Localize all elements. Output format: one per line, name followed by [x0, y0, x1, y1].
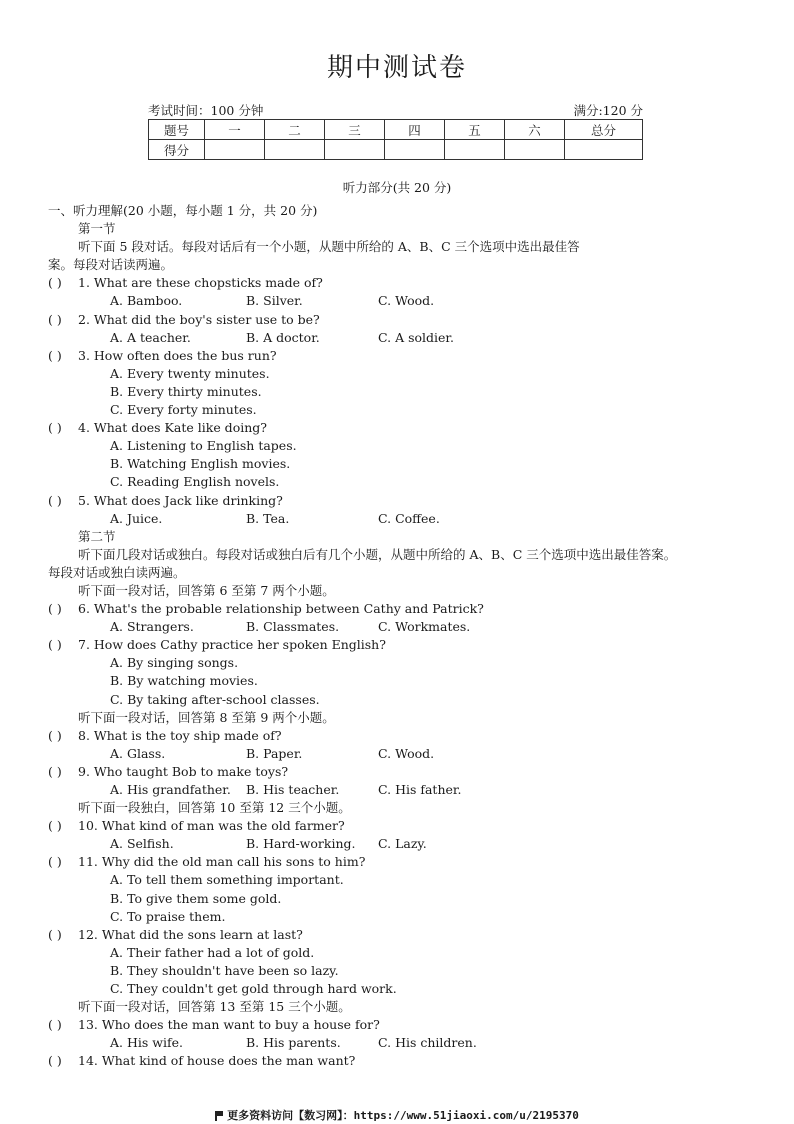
- question-text: 14. What kind of house does the man want?: [78, 1053, 356, 1069]
- score-table-header-cell: 一: [205, 120, 265, 140]
- score-table-header-cell: 四: [385, 120, 445, 140]
- score-row-label: 得分: [149, 140, 205, 160]
- option-a: A. His grandfather.: [110, 782, 231, 797]
- option-c: C. Coffee.: [378, 510, 440, 526]
- option-c: C. His children.: [378, 1035, 477, 1051]
- answer-blank[interactable]: ( ): [48, 763, 62, 779]
- score-table-header-cell: 题号: [149, 120, 205, 140]
- answer-blank[interactable]: ( ): [48, 926, 62, 942]
- option-line: B. To give them some gold.: [110, 890, 282, 906]
- score-table-header-cell: 五: [445, 120, 505, 140]
- option-a: A. Selfish.: [110, 836, 174, 852]
- option-c: C. A soldier.: [378, 329, 454, 345]
- answer-blank[interactable]: ( ): [48, 818, 62, 834]
- question-text: 12. What did the sons learn at last?: [78, 926, 303, 942]
- options-line: [48, 781, 758, 799]
- instruction-line: 听下面一段对话，回答第 13 至第 15 三个小题。: [78, 999, 351, 1015]
- options-line: [48, 1034, 758, 1052]
- option-line: B. Every thirty minutes.: [110, 383, 262, 399]
- score-table-header-cell: 六: [505, 120, 565, 140]
- score-table-score-row: [149, 140, 643, 160]
- question-text: 2. What did the boy's sister use to be?: [78, 311, 320, 327]
- option-b: B. His teacher.: [246, 782, 340, 797]
- option-b: B. A doctor.: [246, 329, 320, 345]
- question-line: [48, 1016, 758, 1034]
- score-table-header-cell: 二: [265, 120, 325, 140]
- option-c: C. Lazy.: [378, 836, 427, 852]
- option-line: A. By singing songs.: [110, 655, 239, 671]
- score-table: [148, 119, 643, 160]
- answer-blank[interactable]: ( ): [48, 347, 62, 363]
- instruction-line: 听下面一段独白，回答第 10 至第 12 三个小题。: [78, 800, 351, 816]
- answer-blank[interactable]: ( ): [48, 275, 62, 291]
- score-cell[interactable]: [565, 140, 643, 160]
- score-table-header-row: [149, 120, 643, 140]
- question-text: 6. What's the probable relationship between Cathy and Patrick?: [78, 601, 484, 617]
- question-line: [48, 926, 758, 944]
- instruction-line: 案。每段对话读两遍。: [48, 257, 174, 273]
- score-cell[interactable]: [205, 140, 265, 160]
- exam-title: 期中测试卷: [326, 53, 467, 83]
- question-text: 11. Why did the old man call his sons to him?: [78, 854, 366, 870]
- instruction-line: 第二节: [78, 528, 116, 544]
- question-text: 10. What kind of man was the old farmer?: [78, 818, 345, 834]
- option-c: C. Workmates.: [378, 619, 471, 635]
- option-c: C. Wood.: [378, 293, 435, 309]
- answer-blank[interactable]: ( ): [48, 1053, 62, 1069]
- options-line: [48, 510, 758, 528]
- option-a: A. Glass.: [110, 745, 166, 761]
- option-line: A. Every twenty minutes.: [110, 365, 270, 381]
- option-line: B. By watching movies.: [110, 673, 258, 689]
- footer-link[interactable]: [0, 1107, 794, 1123]
- option-a: A. His wife.: [110, 1035, 183, 1051]
- option-line: B. They shouldn't have been so lazy.: [110, 962, 339, 978]
- option-a: A. Bamboo.: [110, 293, 183, 309]
- flag-icon: [215, 1111, 223, 1120]
- instruction-line: 每段对话或独白读两遍。: [48, 564, 186, 580]
- question-text: 5. What does Jack like drinking?: [78, 492, 283, 508]
- score-table-header-cell: 总分: [565, 120, 643, 140]
- score-cell[interactable]: [325, 140, 385, 160]
- answer-blank[interactable]: ( ): [48, 637, 62, 653]
- answer-blank[interactable]: ( ): [48, 601, 62, 617]
- score-cell[interactable]: [445, 140, 505, 160]
- answer-blank[interactable]: ( ): [48, 727, 62, 743]
- option-b: B. Silver.: [246, 293, 303, 309]
- full-score: 满分:120 分: [573, 103, 643, 118]
- question-text: 3. How often does the bus run?: [78, 347, 277, 363]
- option-line: A. To tell them something important.: [110, 872, 344, 888]
- option-line: C. To praise them.: [110, 908, 226, 924]
- question-line: [48, 600, 758, 618]
- option-c: C. His father.: [378, 782, 462, 797]
- option-a: A. Strangers.: [110, 619, 194, 635]
- instruction-line: 第一节: [78, 221, 116, 237]
- score-cell[interactable]: [265, 140, 325, 160]
- question-line: [48, 274, 758, 292]
- options-line: [48, 835, 758, 853]
- option-line: A. Their father had a lot of gold.: [110, 944, 315, 960]
- answer-blank[interactable]: ( ): [48, 420, 62, 436]
- question-text: 7. How does Cathy practice her spoken English?: [78, 637, 386, 653]
- option-b: B. Hard-working.: [246, 836, 356, 852]
- option-line: C. They couldn't get gold through hard work.: [110, 981, 397, 997]
- question-line: [48, 492, 758, 510]
- question-text: 9. Who taught Bob to make toys?: [78, 763, 289, 779]
- score-table-header-cell: 三: [325, 120, 385, 140]
- answer-blank[interactable]: ( ): [48, 854, 62, 870]
- options-line: [48, 292, 758, 310]
- question-text: 4. What does Kate like doing?: [78, 420, 267, 436]
- instruction-line: 一、听力理解(20 小题，每小题 1 分，共 20 分): [48, 203, 318, 218]
- score-cell[interactable]: [385, 140, 445, 160]
- instruction-line: 听下面一段对话，回答第 6 至第 7 两个小题。: [78, 582, 335, 598]
- question-text: 1. What are these chopsticks made of?: [78, 275, 323, 291]
- question-text: 8. What is the toy ship made of?: [78, 727, 282, 743]
- options-line: [48, 618, 758, 636]
- instruction-line: 听下面一段对话，回答第 8 至第 9 两个小题。: [78, 709, 335, 725]
- option-a: A. Juice.: [110, 510, 163, 526]
- option-line: C. Reading English novels.: [110, 474, 280, 490]
- option-line: C. By taking after-school classes.: [110, 691, 320, 707]
- question-line: [48, 853, 758, 871]
- option-b: B. Classmates.: [246, 619, 340, 635]
- option-b: B. Tea.: [246, 510, 290, 526]
- question-line: [48, 636, 758, 654]
- question-text: 13. Who does the man want to buy a house for?: [78, 1017, 380, 1033]
- option-a: A. A teacher.: [110, 329, 191, 345]
- exam-body: [48, 202, 758, 1071]
- exam-time: 考试时间：100 分钟: [148, 103, 264, 118]
- question-line: [48, 311, 758, 329]
- option-b: B. Paper.: [246, 745, 303, 761]
- answer-blank[interactable]: ( ): [48, 1017, 62, 1033]
- option-line: B. Watching English movies.: [110, 456, 291, 472]
- option-line: C. Every forty minutes.: [110, 402, 257, 418]
- option-line: A. Listening to English tapes.: [110, 438, 297, 454]
- section-heading: 听力部分(共 20 分): [342, 180, 452, 195]
- footer-text: 更多资料访问【数习网】：https://www.51jiaoxi.com/u/2195370: [227, 1109, 579, 1122]
- instruction-line: 听下面 5 段对话。每段对话后有一个小题，从题中所给的 A、B、C 三个选项中选出最佳答: [78, 239, 580, 255]
- question-line: [48, 817, 758, 835]
- question-line: [48, 419, 758, 437]
- answer-blank[interactable]: ( ): [48, 492, 62, 508]
- question-line: [48, 727, 758, 745]
- option-c: C. Wood.: [378, 745, 435, 761]
- options-line: [48, 329, 758, 347]
- question-line: [48, 347, 758, 365]
- answer-blank[interactable]: ( ): [48, 311, 62, 327]
- question-line: [48, 763, 758, 781]
- option-b: B. His parents.: [246, 1035, 341, 1051]
- score-cell[interactable]: [505, 140, 565, 160]
- instruction-line: 听下面几段对话或独白。每段对话或独白后有几个小题，从题中所给的 A、B、C 三个选项中选出最佳答案。: [78, 546, 677, 562]
- options-line: [48, 745, 758, 763]
- exam-meta: [148, 101, 643, 119]
- question-line: [48, 1052, 758, 1070]
